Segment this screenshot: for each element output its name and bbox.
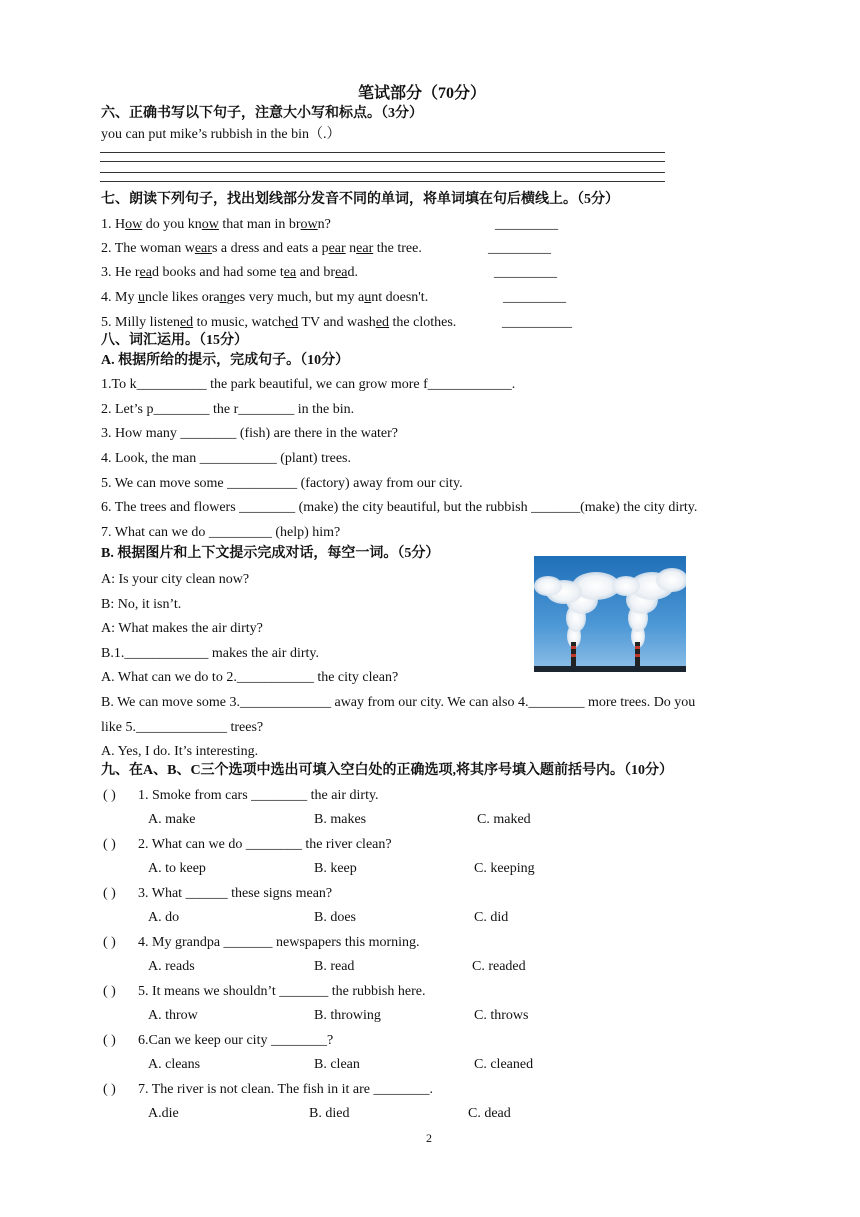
s8b-line-1: A: Is your city clean now?	[101, 572, 250, 587]
question-text: 2. What can we do ________ the river clean?	[138, 837, 392, 852]
sentence-text: ncle likes ora	[144, 290, 220, 305]
option-a: A.die	[148, 1106, 179, 1121]
option-c: C. did	[474, 910, 509, 925]
underlined-letters: ow	[300, 217, 318, 232]
page-title: 笔试部分（70分）	[358, 85, 487, 102]
answer-bracket[interactable]: ( )	[103, 935, 116, 950]
underlined-letters: u	[137, 290, 145, 305]
question-text: 3. What ______ these signs mean?	[138, 886, 333, 901]
question-text: 7. The river is not clean. The fish in it are ________.	[138, 1082, 433, 1097]
sentence-text: n?	[317, 217, 331, 232]
underlined-letters: ow	[201, 217, 219, 232]
option-b: B. keep	[314, 861, 357, 876]
section-6-heading: 六、正确书写以下句子，注意大小写和标点。（3分）	[101, 106, 423, 121]
option-c: C. dead	[468, 1106, 511, 1121]
s8b-line-8: A. Yes, I do. It’s interesting.	[101, 744, 259, 759]
s8b-line-4: B.1.____________ makes the air dirty.	[101, 646, 320, 661]
s7-answer-blank-2: _________	[488, 241, 551, 256]
underlined-letters: ear	[194, 241, 212, 256]
sentence-text: the tree.	[373, 241, 422, 256]
option-c: C. throws	[474, 1008, 529, 1023]
option-a: A. do	[148, 910, 180, 925]
question-text: 6.Can we keep our city ________?	[138, 1033, 334, 1048]
s8a-line-5: 5. We can move some __________ (factory) away from our city.	[101, 476, 463, 491]
sentence-text: d books and had some t	[151, 265, 284, 280]
section-8-heading: 八、词汇运用。（15分）	[101, 333, 248, 348]
sentence-text: n	[345, 241, 357, 256]
option-b: B. read	[314, 959, 355, 974]
option-a: A. reads	[148, 959, 195, 974]
underlined-letters: ow	[125, 217, 143, 232]
underlined-letters: ed	[179, 315, 194, 330]
s8b-line-7: like 5._____________ trees?	[101, 720, 264, 735]
option-c: C. keeping	[474, 861, 535, 876]
factory-chimneys-smoke-photo	[534, 556, 686, 672]
sentence-text: the clothes.	[389, 315, 457, 330]
underlined-letters: ear	[328, 241, 346, 256]
underlined-letters: ea	[283, 265, 297, 280]
option-b: B. does	[314, 910, 356, 925]
section-8b-heading: B. 根据图片和上下文提示完成对话，每空一词。（5分）	[101, 546, 440, 561]
s8a-line-2: 2. Let’s p________ the r________ in the bin.	[101, 402, 355, 417]
s8a-line-4: 4. Look, the man ___________ (plant) trees.	[101, 451, 352, 466]
sentence-text: nt doesn't.	[371, 290, 429, 305]
sentence-text: TV and wash	[298, 315, 376, 330]
s7-answer-blank-1: _________	[495, 217, 558, 232]
writing-line-3	[100, 172, 665, 173]
item-number: 5.	[101, 315, 115, 330]
option-a: A. make	[148, 812, 196, 827]
writing-line-1	[100, 152, 665, 153]
sentence-text: Milly listen	[115, 315, 180, 330]
option-a: A. cleans	[148, 1057, 201, 1072]
underlined-letters: u	[364, 290, 372, 305]
s7-item-1	[101, 215, 331, 235]
sentence-text: do you kn	[142, 217, 202, 232]
sentence-text: The woman w	[114, 241, 195, 256]
answer-bracket[interactable]: ( )	[103, 837, 116, 852]
underlined-letters: n	[219, 290, 227, 305]
section-7-heading: 七、朗读下列句子，找出划线部分发音不同的单词，将单词填在句后横线上。（5分）	[101, 192, 619, 207]
item-number: 4.	[101, 290, 115, 305]
sentence-text: s a dress and eats a p	[211, 241, 329, 256]
s7-answer-blank-5: __________	[502, 315, 572, 330]
option-b: B. makes	[314, 812, 367, 827]
underlined-letters: ed	[284, 315, 299, 330]
section-9-heading: 九、在A、B、C三个选项中选出可填入空白处的正确选项,将其序号填入题前括号内。（10分）	[101, 763, 674, 778]
page-number: 2	[426, 1131, 432, 1145]
question-text: 4. My grandpa _______ newspapers this morning.	[138, 935, 420, 950]
s7-answer-blank-4: _________	[503, 290, 566, 305]
option-c: C. readed	[472, 959, 526, 974]
item-number: 2.	[101, 241, 115, 256]
s7-answer-blank-3: _________	[494, 265, 557, 280]
s8a-line-1: 1.To k__________ the park beautiful, we can grow more f____________.	[101, 377, 516, 392]
option-b: B. clean	[314, 1057, 360, 1072]
question-text: 1. Smoke from cars ________ the air dirty.	[138, 788, 379, 803]
underlined-letters: ed	[375, 315, 390, 330]
sentence-text: and br	[296, 265, 336, 280]
answer-bracket[interactable]: ( )	[103, 1082, 116, 1097]
s8b-line-6: B. We can move some 3._____________ away from our city. We can also 4.________ more trees. Do you	[101, 695, 696, 710]
answer-bracket[interactable]: ( )	[103, 1033, 116, 1048]
sentence-text: ges very much, but my a	[226, 290, 365, 305]
answer-bracket[interactable]: ( )	[103, 886, 116, 901]
sentence-text: He r	[115, 265, 140, 280]
sentence-text: H	[115, 217, 126, 232]
s8b-line-3: A: What makes the air dirty?	[101, 621, 263, 636]
option-a: A. throw	[148, 1008, 198, 1023]
writing-line-2	[100, 161, 665, 162]
s7-item-5	[101, 313, 456, 333]
item-number: 3.	[101, 265, 115, 280]
option-c: C. cleaned	[474, 1057, 534, 1072]
underlined-letters: ea	[335, 265, 348, 280]
s7-item-3	[101, 263, 358, 283]
s7-item-2	[101, 239, 422, 259]
option-a: A. to keep	[148, 861, 206, 876]
sentence-text: d.	[347, 265, 359, 280]
s8a-line-7: 7. What can we do _________ (help) him?	[101, 525, 341, 540]
option-c: C. maked	[477, 812, 531, 827]
s8a-line-3: 3. How many ________ (fish) are there in the water?	[101, 426, 399, 441]
sentence-text: that man in br	[218, 217, 301, 232]
underlined-letters: ea	[139, 265, 152, 280]
s7-item-4	[101, 288, 428, 308]
section-6-sentence: you can put mike’s rubbish in the bin（.）	[101, 127, 341, 142]
question-text: 5. It means we shouldn’t _______ the rubbish here.	[138, 984, 426, 999]
item-number: 1.	[101, 217, 115, 232]
answer-bracket[interactable]: ( )	[103, 984, 116, 999]
s8b-line-2: B: No, it isn’t.	[101, 597, 182, 612]
sentence-text: My	[115, 290, 138, 305]
sentence-text: to music, watch	[193, 315, 285, 330]
writing-line-4	[100, 181, 665, 182]
option-b: B. died	[309, 1106, 350, 1121]
s8a-line-6: 6. The trees and flowers ________ (make) the city beautiful, but the rubbish _______(make) the city dirty.	[101, 500, 698, 515]
underlined-letters: ear	[356, 241, 374, 256]
s8b-line-5: A. What can we do to 2.___________ the city clean?	[101, 670, 399, 685]
answer-bracket[interactable]: ( )	[103, 788, 116, 803]
option-b: B. throwing	[314, 1008, 381, 1023]
section-8a-heading: A. 根据所给的提示，完成句子。（10分）	[101, 353, 350, 368]
